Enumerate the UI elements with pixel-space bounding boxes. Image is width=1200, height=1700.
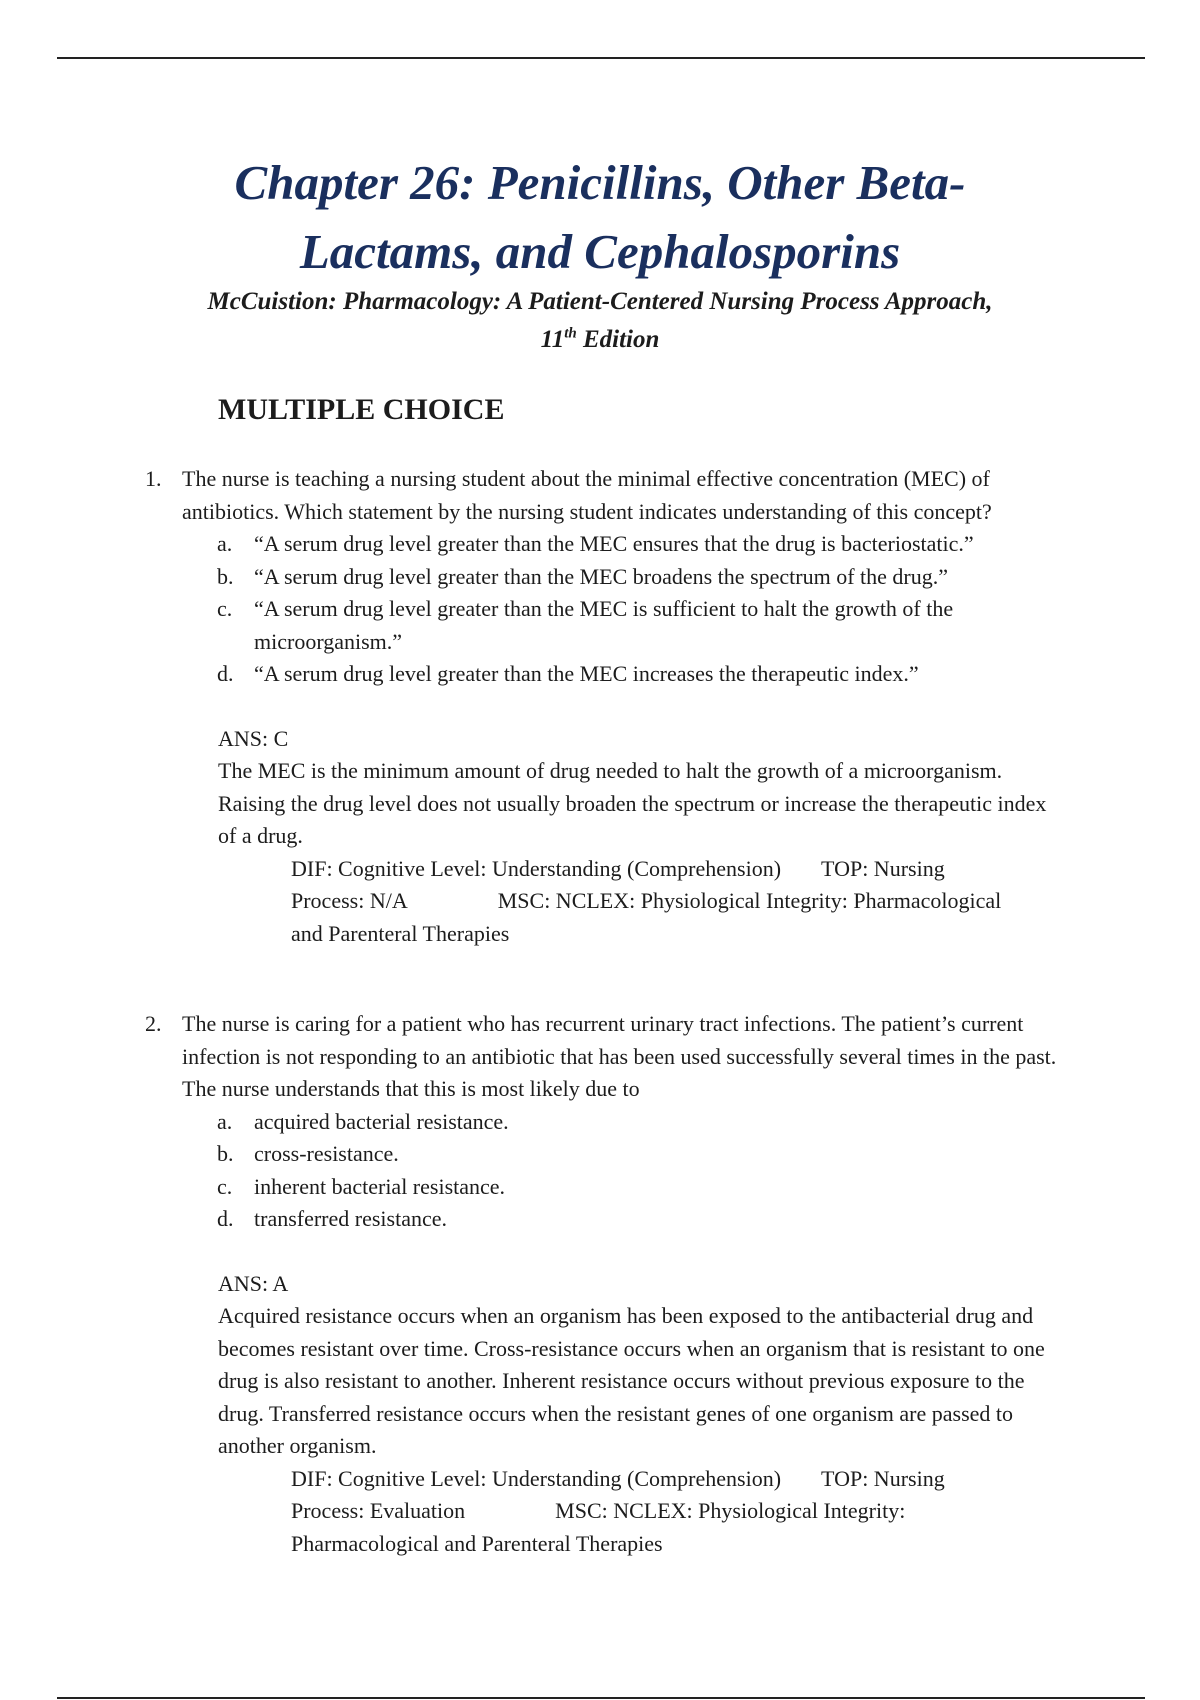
option-letter: c. xyxy=(217,596,233,621)
option-a xyxy=(145,528,1065,561)
question-1 xyxy=(145,463,1065,950)
option-text: “A serum drug level greater than the MEC ensures that the drug is bacteriostatic.” xyxy=(254,531,974,556)
msc: MSC: NCLEX: Physiological Integrity: Pharmacological and Parenteral Therapies xyxy=(291,888,1002,946)
option-d xyxy=(145,658,1065,691)
difficulty: DIF: Cognitive Level: Understanding (Comprehension) xyxy=(291,855,782,881)
option-text: “A serum drug level greater than the MEC broadens the spectrum of the drug.” xyxy=(254,563,948,589)
topic: TOP: Nursing Process: Evaluation xyxy=(291,1465,945,1523)
answer-block xyxy=(145,723,1065,853)
chapter-title xyxy=(120,148,1080,286)
topic: TOP: Nursing Process: N/A xyxy=(291,855,945,913)
option-list xyxy=(145,528,1065,691)
option-text: cross-resistance. xyxy=(254,1141,399,1166)
option-a xyxy=(145,1106,1065,1139)
option-c xyxy=(145,593,1065,658)
option-letter: c. xyxy=(217,1173,233,1199)
option-text: inherent bacterial resistance. xyxy=(254,1173,506,1199)
answer-key: ANS: C xyxy=(218,725,289,751)
book-edition xyxy=(120,321,1080,359)
rationale: The MEC is the minimum amount of drug needed to halt the growth of a microorganism. Raising the drug level does not usually broaden the spectrum or increase the therapeutic index of a drug. xyxy=(218,758,1047,848)
option-letter: b. xyxy=(217,1141,234,1166)
chapter-title-line-2: Lactams, and Cephalosporins xyxy=(299,224,901,279)
option-list xyxy=(145,1106,1065,1236)
option-letter: b. xyxy=(217,563,234,589)
edition-suffix: th xyxy=(564,325,577,342)
question-metadata xyxy=(145,1463,1065,1561)
answer-key: ANS: A xyxy=(218,1270,289,1296)
chapter-title-line-1: Chapter 26: Penicillins, Other Beta- xyxy=(234,155,966,210)
bottom-rule xyxy=(57,1697,1145,1699)
rationale: Acquired resistance occurs when an organism has been exposed to the antibacterial drug and becomes resistant over time. Cross-resistance occurs when an organism that is resistant to one drug is also resistant to another. Inherent resistance occurs without previous exposure to the drug. Transferred resistance occurs when the resistant genes of one organism are passed to another organism. xyxy=(218,1303,1045,1458)
question-stem xyxy=(145,463,1065,528)
option-text: acquired bacterial resistance. xyxy=(254,1108,509,1134)
book-subtitle-line-1: McCuistion: Pharmacology: A Patient-Centered Nursing Process Approach, xyxy=(207,288,993,315)
option-text: “A serum drug level greater than the MEC is sufficient to halt the growth of the microorganism.” xyxy=(254,596,954,654)
option-letter: a. xyxy=(217,531,233,556)
option-c xyxy=(145,1171,1065,1204)
answer-block xyxy=(145,1268,1065,1463)
question-metadata xyxy=(145,853,1065,951)
edition-number: 11 xyxy=(540,326,565,353)
question-2 xyxy=(145,1008,1065,1560)
question-number: 1. xyxy=(145,466,162,491)
option-letter: d. xyxy=(217,1206,234,1231)
question-stem xyxy=(145,1008,1065,1106)
question-text: The nurse is teaching a nursing student about the minimal effective concentration (MEC) of antibiotics. Which statement by the nursing student indicates understanding of this concept? xyxy=(182,466,992,524)
option-b xyxy=(145,1138,1065,1171)
msc: MSC: NCLEX: Physiological Integrity: Pharmacological and Parenteral Therapies xyxy=(291,1498,906,1556)
option-text: transferred resistance. xyxy=(254,1206,448,1231)
question-number: 2. xyxy=(145,1011,162,1036)
option-letter: a. xyxy=(217,1108,233,1134)
difficulty: DIF: Cognitive Level: Understanding (Comprehension) xyxy=(291,1465,782,1491)
option-letter: d. xyxy=(217,661,234,686)
option-d xyxy=(145,1203,1065,1236)
edition-word: Edition xyxy=(576,326,660,353)
option-text: “A serum drug level greater than the MEC increases the therapeutic index.” xyxy=(254,661,919,686)
section-heading: MULTIPLE CHOICE xyxy=(218,393,505,426)
book-subtitle xyxy=(120,283,1080,359)
question-text: The nurse is caring for a patient who has recurrent urinary tract infections. The patient’s current infection is not responding to an antibiotic that has been used successfully several times in the past. The nurse understands that this is most likely due to xyxy=(182,1011,1057,1101)
top-rule xyxy=(57,57,1145,59)
option-b xyxy=(145,561,1065,594)
